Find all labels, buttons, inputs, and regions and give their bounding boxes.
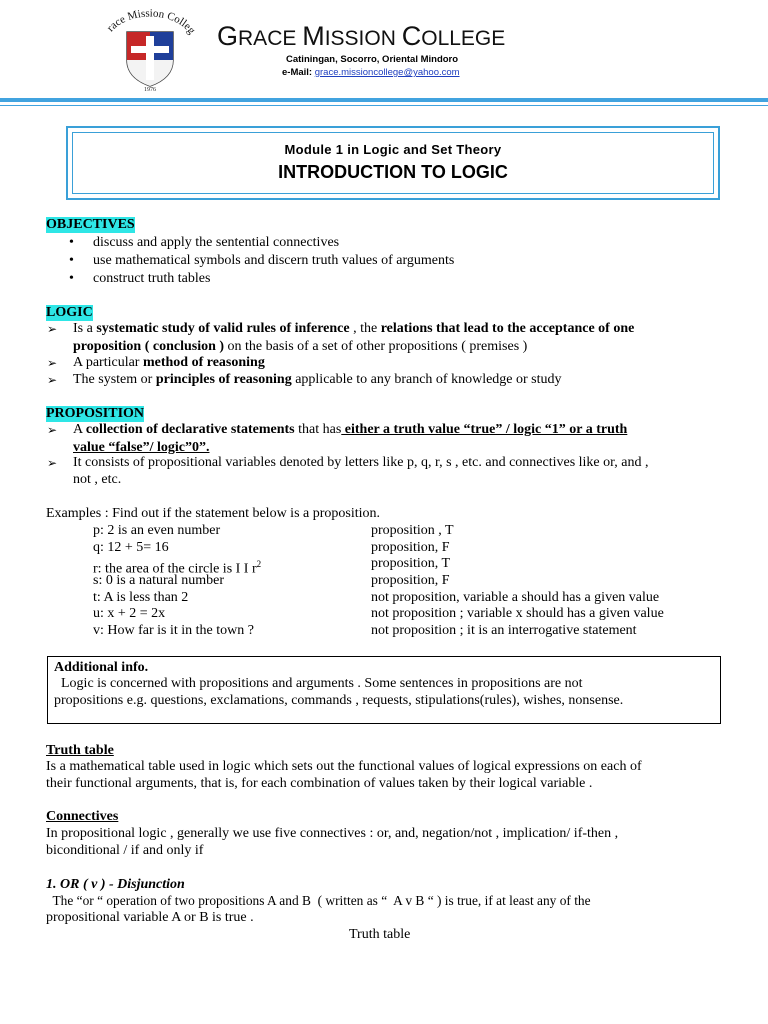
additional-info-box — [47, 656, 721, 724]
college-name: GRACE MISSION COLLEGE — [217, 21, 506, 51]
objective-item: • discuss and apply the sentential connectives — [69, 235, 340, 250]
or-truth-table-caption: Truth table — [349, 927, 411, 942]
college-address: Catiningan, Socorro, Oriental Mindoro — [286, 54, 459, 65]
example-row: u: x + 2 = 2x not proposition ; variable x should has a given value — [93, 606, 664, 622]
header-rule-thin — [0, 105, 768, 106]
or-line1: The “or “ operation of two propositions A and B ( written as “ A v B “ ) is true, if at least any of the — [46, 893, 591, 908]
logic-bullet-1: ➢ Is a systematic study of valid rules of inference , the relations that lead to the acceptance of one proposition ( conclusion ) on the basis of a set of other propositions ( premises ) — [47, 321, 635, 354]
email-link[interactable]: grace.missioncollege@yahoo.com — [314, 67, 460, 78]
module-title: INTRODUCTION TO LOGIC — [278, 162, 508, 182]
example-row: t: A is less than 2 not proposition, variable a should has a given value — [93, 589, 660, 605]
additional-info-line2: propositions e.g. questions, exclamations, commands , requests, stipulations(rules), wishes, nonsense. — [54, 693, 624, 708]
connectives-line1: In propositional logic , generally we use five connectives : or, and, negation/not , implication/ if-then , — [46, 826, 619, 841]
arrow-bullet-icon: ➢ — [47, 373, 58, 387]
arrow-bullet-icon: ➢ — [47, 356, 58, 370]
bullet-icon: • — [69, 253, 74, 268]
truth-table-heading: Truth table — [46, 743, 114, 758]
example-row: r: the area of the circle is I I $r^2$ proposition, T — [93, 556, 451, 578]
objective-item: • use mathematical symbols and discern truth values of arguments — [69, 253, 455, 268]
module-title-box — [66, 126, 720, 200]
examples-intro: Examples : Find out if the statement below is a proposition. — [46, 506, 381, 521]
connectives-heading: Connectives — [46, 809, 119, 824]
objective-item: • construct truth tables — [69, 271, 211, 286]
proposition-bullet-2: ➢ It consists of propositional variables denoted by letters like p, q, r, s , etc. and connectives like or, and , not , etc. — [47, 455, 649, 487]
arrow-bullet-icon: ➢ — [47, 456, 58, 470]
bullet-icon: • — [69, 235, 74, 250]
bullet-icon: • — [69, 271, 74, 286]
objectives-heading: OBJECTIVES — [46, 217, 135, 232]
truth-table-line1: Is a mathematical table used in logic which sets out the functional values of logical expressions on each of — [46, 759, 642, 774]
logic-bullet-3: ➢ The system or principles of reasoning applicable to any branch of knowledge or study — [47, 372, 562, 387]
email-label: e-Mail: — [282, 67, 313, 78]
module-subtitle: Module 1 in Logic and Set Theory — [284, 142, 502, 157]
logo-arc-text: race Mission Colleg — [104, 7, 198, 37]
proposition-heading: PROPOSITION — [46, 406, 145, 421]
truth-table-line2: their functional arguments, that is, for each combination of values taken by their logical variable . — [46, 776, 593, 791]
logo-year: 1976 — [144, 87, 156, 92]
college-email — [282, 67, 460, 78]
logic-heading: LOGIC — [46, 305, 93, 320]
example-row: s: 0 is a natural number proposition, F — [93, 573, 450, 589]
examples-list — [0, 523, 768, 640]
example-row: v: How far is it in the town ? not proposition ; it is an interrogative statement — [93, 623, 637, 639]
or-heading: 1. OR ( v ) - Disjunction — [46, 877, 185, 892]
arrow-bullet-icon: ➢ — [47, 322, 58, 336]
or-line2: propositional variable A or B is true . — [46, 910, 254, 925]
additional-info-title: Additional info. — [54, 660, 149, 675]
example-row: p: 2 is an even number proposition , T — [93, 523, 454, 538]
header-rule — [0, 98, 768, 102]
proposition-bullet-1: ➢ A collection of declarative statements that has either a truth value “true” / logic “1” or a truth value “false”/ logic”0”. — [47, 422, 628, 455]
college-logo — [98, 6, 200, 92]
arrow-bullet-icon: ➢ — [47, 423, 58, 437]
logic-bullet-2: ➢ A particular method of reasoning — [47, 355, 265, 370]
example-row: q: 12 + 5= 16 proposition, F — [93, 539, 450, 555]
connectives-line2: biconditional / if and only if — [46, 843, 204, 858]
additional-info-line1: Logic is concerned with propositions and arguments . Some sentences in propositions are not — [54, 676, 583, 691]
